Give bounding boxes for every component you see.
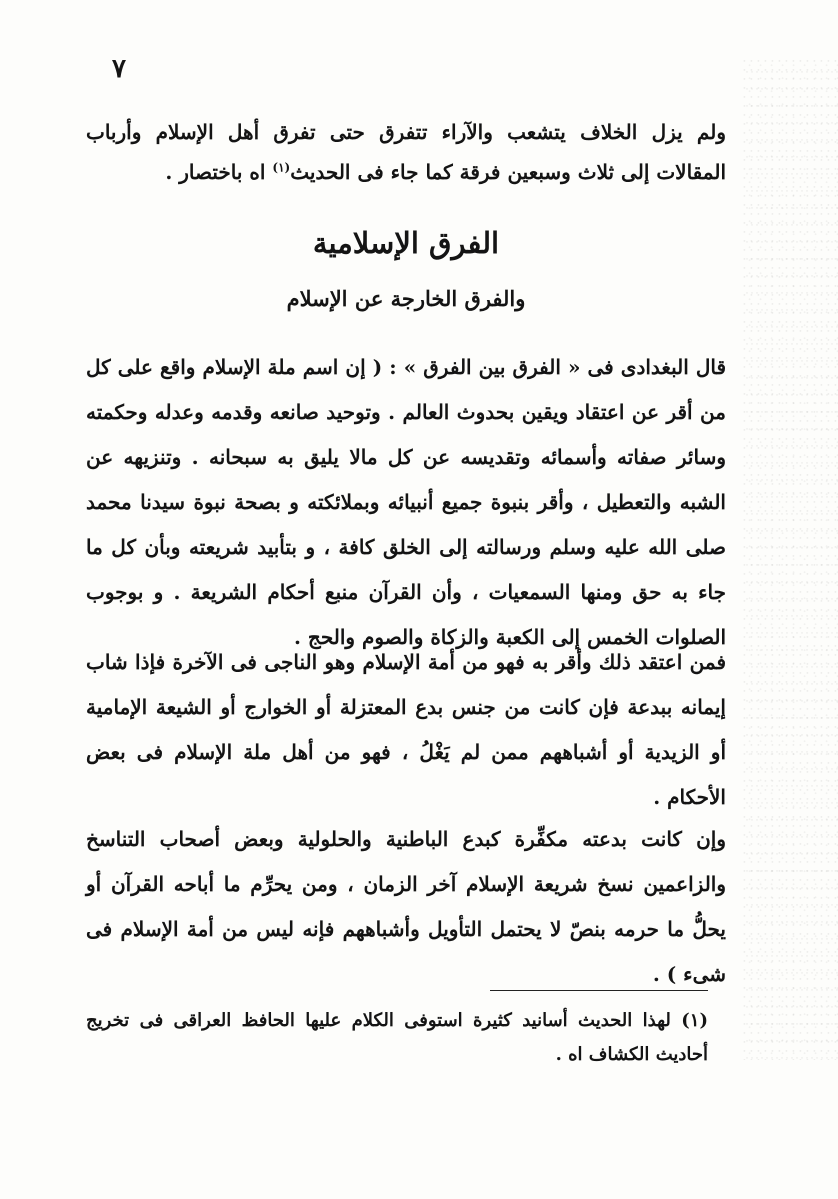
body-paragraph-3: وإن كانت بدعته مكفِّرة كبدع الباطنية والحلولية وبعض أصحاب التناسخ والزاعمين نسخ شريعة الإسلام آخر الزمان ، ومن يحرِّم ما أباحه القرآن أو يحلُّ ما حرمه بنصّ لا يحتمل التأويل وأشباههم فإنه ليس من أمة الإسلام فى شىء ) . [86, 827, 726, 986]
section-subtitle: والفرق الخارجة عن الإسلام [286, 286, 526, 311]
intro-paragraph [86, 112, 726, 192]
intro-tail: اه باختصار . [165, 160, 273, 184]
scan-noise [743, 60, 838, 1060]
footnote-divider [490, 990, 708, 991]
page-number: ٧ [112, 54, 126, 84]
body-paragraph-2: فمن اعتقد ذلك وأقر به فهو من أمة الإسلام وهو الناجى فى الآخرة فإذا شاب إيمانه ببدعة فإن كانت من جنس بدع المعتزلة أو الخوارج أو الشيعة الإمامية أو الزيدية أو أشباههم ممن لم يَغْلُ ، فهو من أهل ملة الإسلام فى بعض الأحكام . [86, 650, 726, 809]
footnote-reference: (١) [272, 160, 291, 175]
body-paragraph-1: قال البغدادى فى « الفرق بين الفرق » : ( إن اسم ملة الإسلام واقع على كل من أقر عن اعتقاد ويقين بحدوث العالم . وتوحيد صانعه وقدمه وعدله وحكمته وسائر صفاته وأسمائه وتقديسه عن كل مالا يليق به سبحانه . وتنزيهه عن الشبه والتعطيل ، وأقر بنبوة جميع أنبيائه وبملائكته و بصحة نبوة سيدنا محمد صلى الله عليه وسلم ورسالته إلى الخلق كافة ، و بتأبيد شريعته وبأن كل ما جاء به حق ومنها السمعيات ، وأن القرآن منبع أحكام الشريعة . و بوجوب الصلوات الخمس إلى الكعبة والزكاة والصوم والحج . [86, 355, 726, 649]
section-title: الفرق الإسلامية [312, 226, 500, 260]
intro-text: ولم يزل الخلاف يتشعب والآراء تتفرق حتى تفرق أهل الإسلام وأرباب المقالات إلى ثلاث وسبعين فرقة كما جاء فى الحديث [86, 120, 726, 184]
footnote: (١) لهذا الحديث أسانيد كثيرة استوفى الكلام عليها الحافظ العراقى فى تخريج أحاديث الكشاف اه . [86, 1010, 708, 1065]
